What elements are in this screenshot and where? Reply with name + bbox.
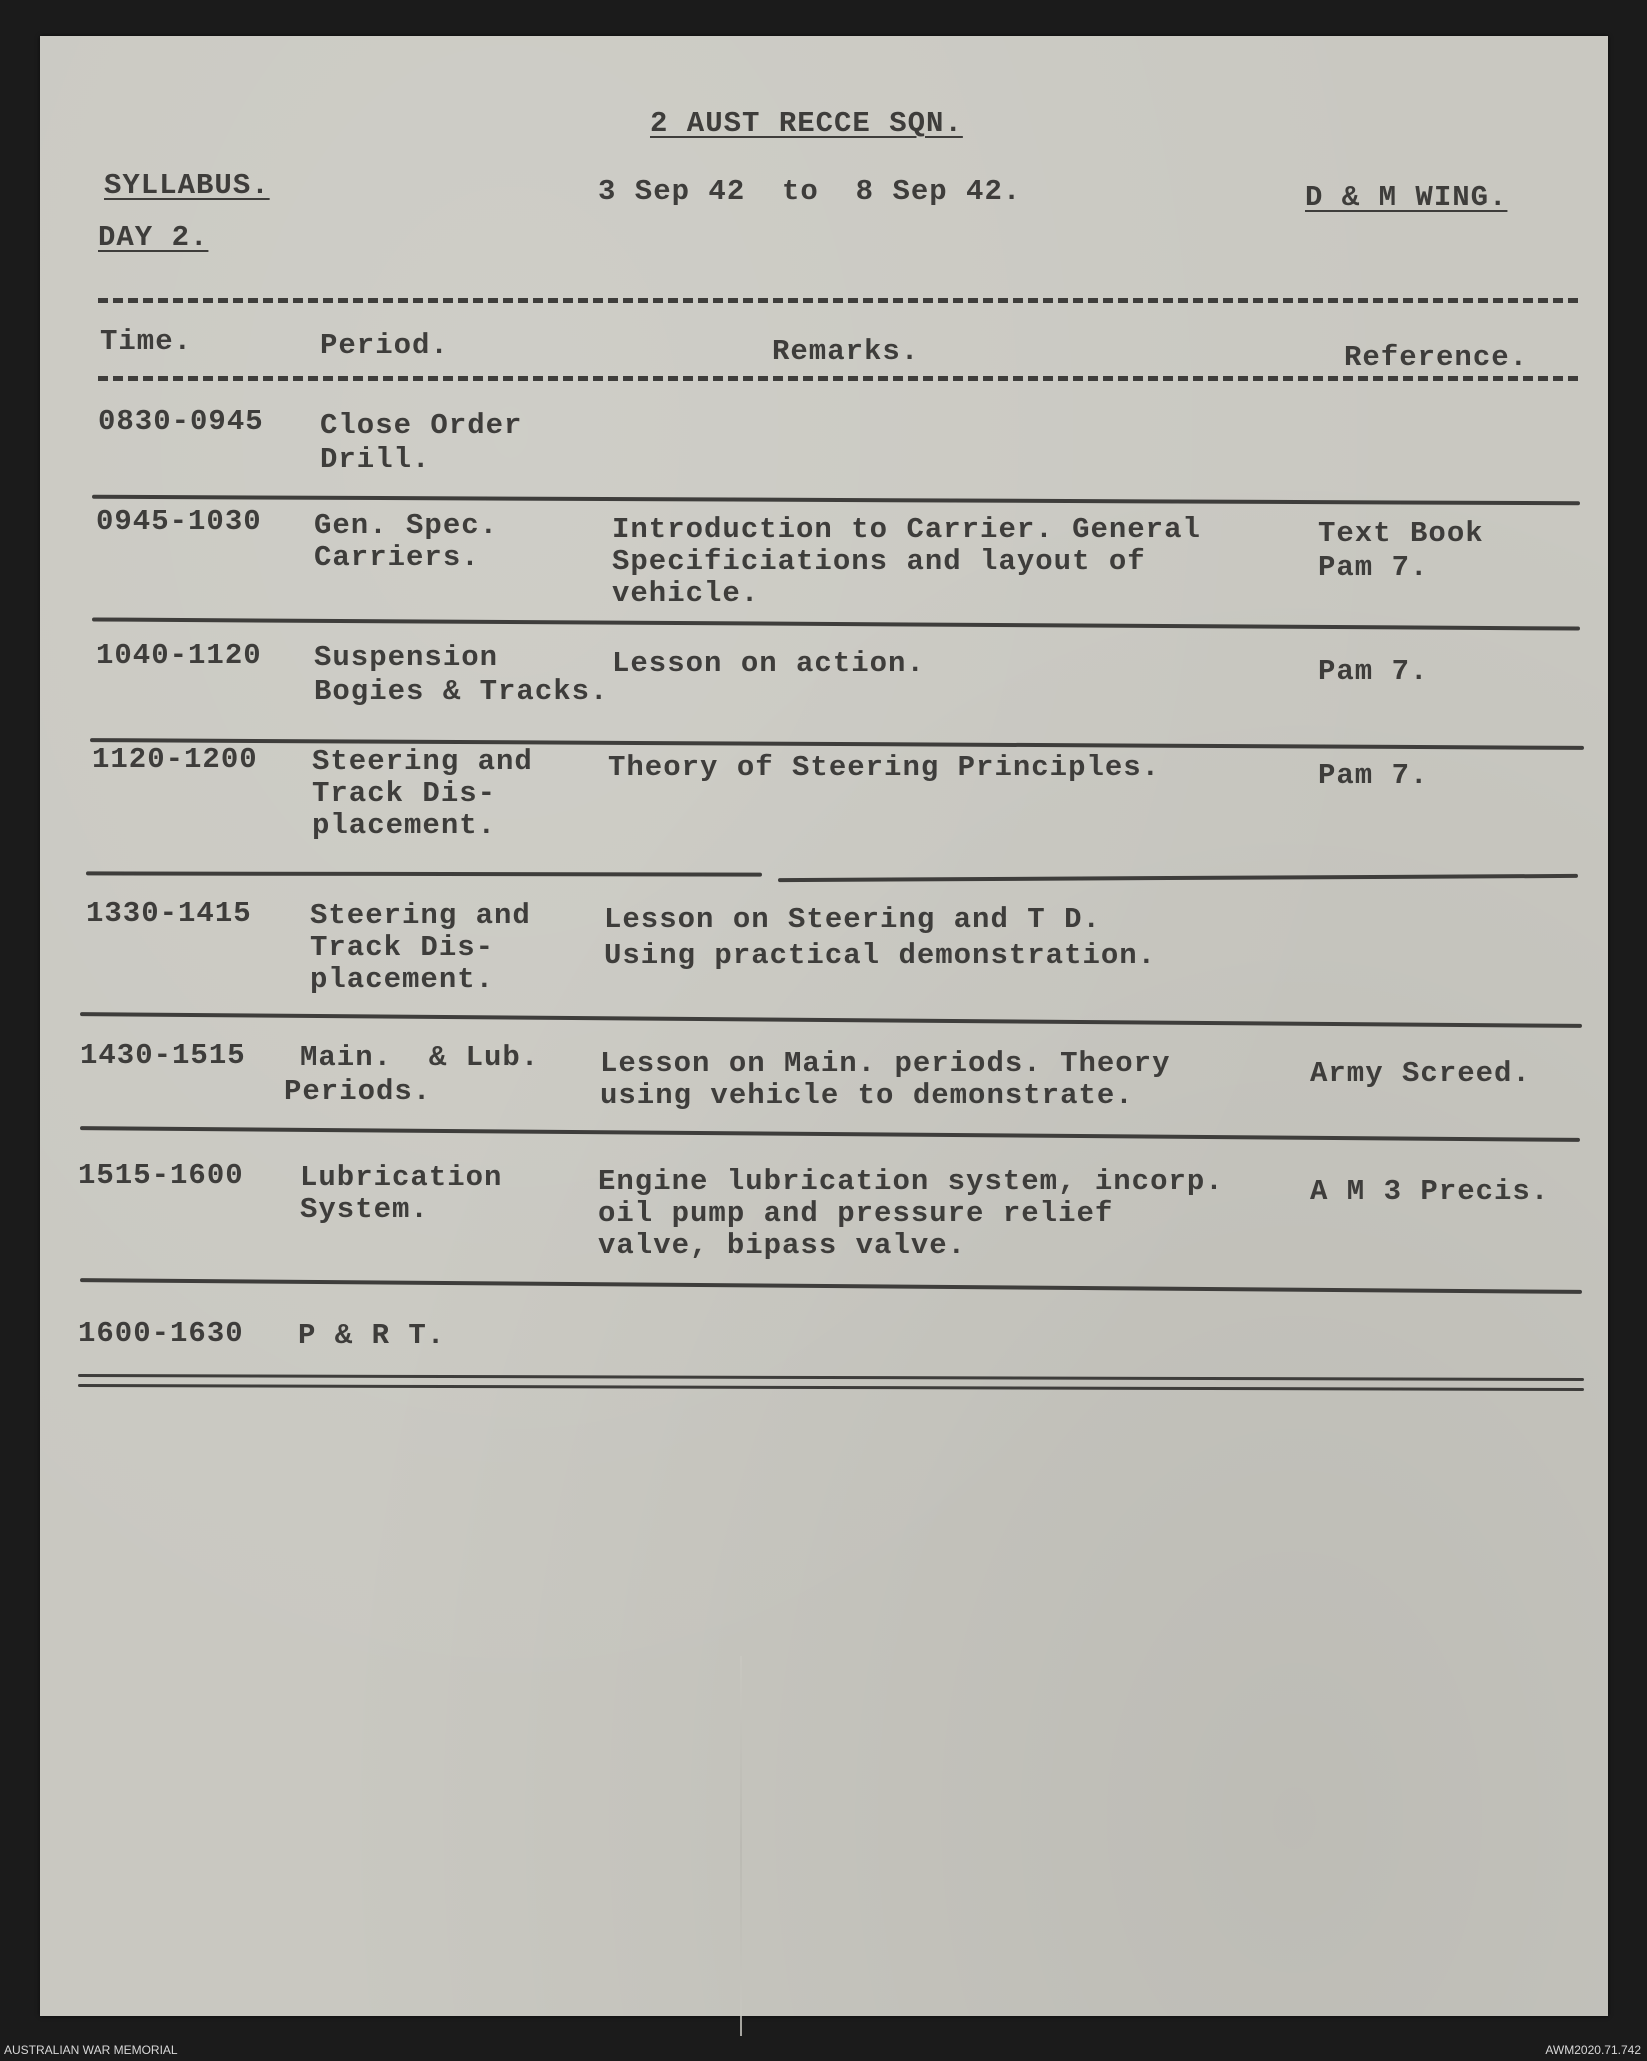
row-time: 1430-1515 <box>80 1039 246 1072</box>
row-remarks-line: vehicle. <box>612 577 760 610</box>
header-dash-bottom <box>98 376 1578 381</box>
row-period-line: Lubrication <box>300 1161 503 1194</box>
row-period-line: Steering and <box>310 899 531 932</box>
row-time: 1330-1415 <box>86 897 252 930</box>
row-period-line: System. <box>300 1193 429 1226</box>
row-reference-line: Pam 7. <box>1318 655 1429 688</box>
row-remarks-line: using vehicle to demonstrate. <box>600 1079 1134 1112</box>
row-remarks-line: Introduction to Carrier. General <box>612 513 1201 546</box>
row-period-line: Track Dis- <box>312 777 497 810</box>
column-period: Period. <box>320 329 449 362</box>
day-label: DAY 2. <box>98 221 209 254</box>
row-time: 1120-1200 <box>92 743 258 776</box>
row-remarks-line: oil pump and pressure relief <box>598 1197 1114 1230</box>
row-remarks-line: Specificiations and layout of <box>612 545 1146 578</box>
row-period-line: Carriers. <box>314 541 480 574</box>
paper-crease <box>740 1656 742 2036</box>
row-time: 1040-1120 <box>96 639 262 672</box>
column-remarks: Remarks. <box>772 335 920 368</box>
row-remarks-line: Lesson on Steering and T D. <box>604 903 1101 936</box>
row-period-line: Periods. <box>284 1075 432 1108</box>
row-reference-line: Text Book <box>1318 517 1484 550</box>
row-period-line: P & R T. <box>298 1319 446 1352</box>
archive-footer-left: AUSTRALIAN WAR MEMORIAL <box>4 2043 178 2057</box>
row-time: 0830-0945 <box>98 405 264 438</box>
row-reference-line: Pam 7. <box>1318 551 1429 584</box>
row-period-line: Track Dis- <box>310 931 495 964</box>
unit-title: 2 AUST RECCE SQN. <box>650 107 963 140</box>
archive-footer-right: AWM2020.71.742 <box>1545 2043 1641 2057</box>
row-period-line: Bogies & Tracks. <box>314 675 609 708</box>
row-period-line: placement. <box>310 963 495 996</box>
row-remarks-line: Using practical demonstration. <box>604 939 1157 972</box>
row-period-line: Suspension <box>314 641 499 674</box>
row-remarks-line: Lesson on Main. periods. Theory <box>600 1047 1171 1080</box>
row-reference-line: A M 3 Precis. <box>1310 1175 1550 1208</box>
row-remarks-line: Engine lubrication system, incorp. <box>598 1165 1224 1198</box>
row-period-line: Drill. <box>320 443 431 476</box>
row-time: 1515-1600 <box>78 1159 244 1192</box>
row-remarks-line: Lesson on action. <box>612 647 925 680</box>
header-dash-top <box>98 298 1578 303</box>
row-reference-line: Army Screed. <box>1310 1057 1531 1090</box>
row-remarks-line: valve, bipass valve. <box>598 1229 967 1262</box>
date-range: 3 Sep 42 to 8 Sep 42. <box>598 175 1022 208</box>
row-reference-line: Pam 7. <box>1318 759 1429 792</box>
column-time: Time. <box>100 325 193 358</box>
row-period-line: placement. <box>312 809 497 842</box>
row-remarks-line: Theory of Steering Principles. <box>608 751 1161 784</box>
row-period-line: Close Order <box>320 409 523 442</box>
column-reference: Reference. <box>1344 341 1529 374</box>
row-period-line: Steering and <box>312 745 533 778</box>
syllabus-label: SYLLABUS. <box>104 169 270 202</box>
row-period-line: Gen. Spec. <box>314 509 499 542</box>
wing-label: D & M WING. <box>1305 181 1508 214</box>
row-time: 0945-1030 <box>96 505 262 538</box>
row-period-line: Main. & Lub. <box>300 1041 540 1074</box>
row-time: 1600-1630 <box>78 1317 244 1350</box>
